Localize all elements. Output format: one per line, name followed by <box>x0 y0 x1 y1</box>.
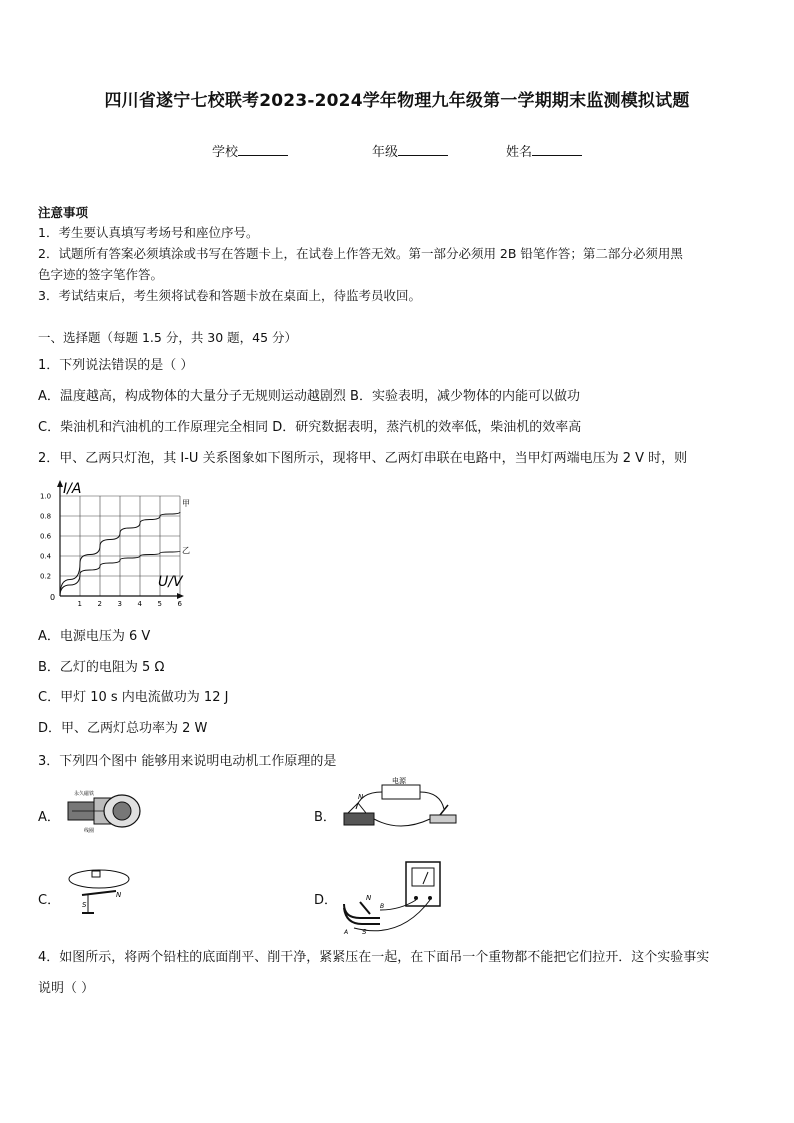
q4-line2: 说明（ ） <box>38 981 95 996</box>
section-heading: 一、选择题（每题 1.5 分，共 30 题，45 分） <box>38 330 298 345</box>
q2-stem: 2．甲、乙两只灯泡，其 I-U 关系图象如下图所示，现将甲、乙两灯串联在电路中，当甲灯两端电压为 2 V 时，则 <box>38 451 688 466</box>
y-tick-label: 0.8 <box>40 512 52 521</box>
q1-stem: 1．下列说法错误的是（ ） <box>38 358 194 373</box>
series-label: 甲 <box>182 499 190 508</box>
notice-item: 2．试题所有答案必须填涂或书写在答题卡上，在试卷上作答无效。第一部分必须用 2B 铅笔作答；第二部分必须用黑 <box>38 246 683 261</box>
series-label: 乙 <box>182 546 190 555</box>
fig-d-label-n: N <box>366 894 372 902</box>
school-field[interactable] <box>212 141 288 160</box>
fig-d-label-b: B <box>380 903 385 910</box>
fig-b-label-source: 电源 <box>392 777 406 785</box>
iu-chart <box>36 476 196 612</box>
q2-option-d: D．甲、乙两灯总功率为 2 W <box>38 721 208 736</box>
grade-blank[interactable] <box>398 143 448 156</box>
x-tick-label: 5 <box>157 600 162 608</box>
x-axis-arrow <box>177 593 184 599</box>
fig-a-label-coil: 线圈 <box>84 828 95 834</box>
fig-c-label-s: S <box>82 901 87 909</box>
name-field[interactable] <box>506 141 582 160</box>
q3-figure-a <box>64 788 148 836</box>
q3-stem: 3．下列四个图中 能够用来说明电动机工作原理的是 <box>38 754 337 769</box>
q1-options-line2: C．柴油机和汽油机的工作原理完全相同 D．研究数据表明，蒸汽机的效率低，柴油机的效率高 <box>38 420 582 435</box>
x-tick-label: 2 <box>97 600 102 608</box>
q3-label-d: D． <box>314 893 338 908</box>
q1-options-line1: A．温度越高，构成物体的大量分子无规则运动越剧烈 B．实验表明，减少物体的内能可以做功 <box>38 389 580 404</box>
y-axis-label: I/A <box>63 481 82 497</box>
q2-option-b: B．乙灯的电阻为 5 Ω <box>38 660 165 675</box>
x-axis-label: U/V <box>158 574 183 590</box>
q3-label-a: A． <box>38 810 60 825</box>
q3-figure-b <box>340 777 470 833</box>
grade-field[interactable] <box>372 141 448 160</box>
y-tick-label: 0.6 <box>40 532 52 541</box>
school-label: 学校 <box>212 145 239 160</box>
y-tick-label: 0.2 <box>40 572 52 581</box>
x-tick-label: 4 <box>137 600 142 608</box>
q4-line1: 4．如图所示，将两个铅柱的底面削平、削干净，紧紧压在一起，在下面吊一个重物都不能把它们拉开．这个实验事实 <box>38 950 710 965</box>
fig-b-label-n: N <box>358 793 364 801</box>
x-tick-label: 3 <box>117 600 122 608</box>
q3-label-c: C． <box>38 893 61 908</box>
fig-d-label-a: A <box>344 929 349 936</box>
q3-figure-d <box>340 858 444 940</box>
q3-figure-c <box>64 865 134 917</box>
q2-option-c: C．甲灯 10 s 内电流做功为 12 J <box>38 690 229 705</box>
y-tick-label: 1.0 <box>40 492 52 501</box>
page-title: 四川省遂宁七校联考2023-2024学年物理九年级第一学期期末监测模拟试题 <box>104 91 690 111</box>
name-blank[interactable] <box>532 143 582 156</box>
fig-d-label-s: S <box>362 928 367 936</box>
notice-item: 色字迹的签字笔作答。 <box>38 267 164 282</box>
name-label: 姓名 <box>506 145 533 160</box>
grade-label: 年级 <box>372 145 399 160</box>
notice-item: 1．考生要认真填写考场号和座位序号。 <box>38 225 259 240</box>
school-blank[interactable] <box>238 143 288 156</box>
x-tick-label: 6 <box>177 600 182 608</box>
notice-item: 3．考试结束后，考生须将试卷和答题卡放在桌面上，待监考员收回。 <box>38 288 421 303</box>
notice-heading: 注意事项 <box>38 205 89 220</box>
q2-option-a: A．电源电压为 6 V <box>38 629 151 644</box>
origin-label: 0 <box>50 593 56 602</box>
q3-label-b: B． <box>314 810 336 825</box>
fig-a-label-magnet: 永久磁铁 <box>74 791 95 797</box>
y-tick-label: 0.4 <box>40 552 52 561</box>
fig-c-label-n: N <box>116 891 122 899</box>
x-tick-label: 1 <box>77 600 82 608</box>
